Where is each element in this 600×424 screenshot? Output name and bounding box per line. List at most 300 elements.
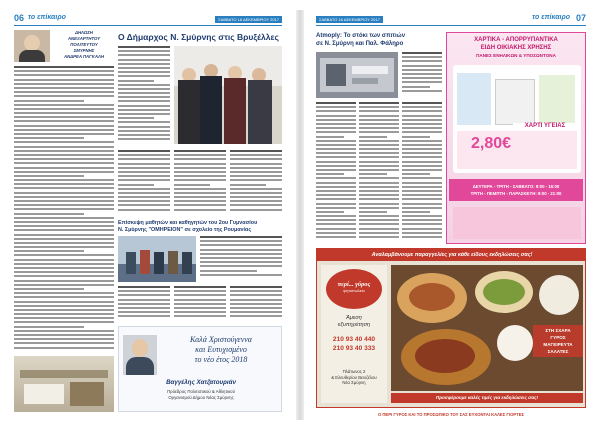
menu-categories [533, 325, 583, 357]
phone-number: 210 93 40 440 [332, 336, 376, 343]
text-line [14, 284, 114, 286]
text-line [14, 342, 114, 344]
text-line [118, 50, 170, 52]
text-line [316, 177, 356, 179]
school-visit-photo [118, 236, 196, 282]
text-line [14, 296, 114, 298]
text-line [316, 207, 356, 209]
text-line [402, 86, 430, 88]
text-line [359, 131, 399, 133]
text-line [118, 204, 170, 206]
text-line [200, 270, 257, 272]
text-line [14, 141, 114, 143]
headline-line: Επίσκεψη μαθητών και καθηγητών του 2ου Γυμνασίου [118, 220, 258, 226]
text-line [402, 81, 442, 83]
text-line [174, 163, 226, 165]
text-line [14, 208, 114, 210]
text-line [118, 307, 170, 309]
ad-title-line: ΧΑΡΤΙΚΑ - ΑΠΟΡΡΥΠΑΝΤΙΚΑ [474, 37, 558, 43]
text-line [316, 156, 356, 158]
restaurant-phones [321, 335, 387, 353]
text-line [118, 84, 170, 86]
text-line [200, 236, 282, 238]
headline-line: Atmoply: Το στόκι των σπιτιών [316, 33, 406, 39]
text-line [402, 56, 442, 58]
menu-category: ΓΥΡΟΣ [550, 335, 566, 340]
text-line [14, 267, 114, 269]
text-line [316, 102, 356, 104]
text-line [174, 294, 226, 296]
text-line [359, 207, 399, 209]
greeting-line: το νέο έτος 2018 [194, 355, 248, 364]
text-line [14, 70, 114, 72]
text-line [359, 156, 399, 158]
text-line [14, 196, 114, 198]
text-line [118, 171, 170, 173]
text-line [316, 152, 356, 154]
text-line [402, 223, 442, 225]
school-visit-text [200, 236, 282, 282]
right-page [316, 14, 586, 418]
text-line [316, 106, 356, 108]
text-line [118, 175, 170, 177]
text-line [118, 184, 154, 186]
text-line [359, 211, 387, 213]
text-line [359, 140, 399, 142]
text-line [402, 232, 442, 234]
text-line [359, 215, 399, 217]
text-line [402, 65, 442, 67]
page-number: 07 [575, 13, 586, 23]
text-line [14, 338, 114, 340]
column-header-line: ΣΜΥΡΝΗΣ [73, 48, 95, 53]
text-line [316, 219, 356, 221]
text-line [14, 309, 114, 311]
page-spine [296, 10, 304, 420]
text-line [118, 179, 170, 181]
right-page-header [316, 14, 586, 26]
hours-line: ΤΡΙΤΗ - ΠΕΜΠΤΗ - ΠΑΡΑΣΚΕΥΗ: 9:00 - 21:00 [470, 191, 562, 196]
text-line [14, 305, 114, 307]
text-line [14, 334, 114, 336]
text-line [359, 110, 399, 112]
text-line [118, 113, 170, 115]
text-line [316, 140, 356, 142]
column-header [54, 30, 114, 60]
text-line [230, 200, 282, 202]
text-line [14, 183, 114, 185]
text-line [14, 87, 114, 89]
text-line [14, 95, 114, 97]
text-line [14, 225, 114, 227]
text-line [200, 253, 282, 255]
text-line [402, 77, 442, 79]
text-line [359, 165, 399, 167]
text-line [174, 204, 226, 206]
text-line [118, 92, 170, 94]
issue-date: ΣΑΒΒΑΤΟ 16 ΔΕΚΕΜΒΡΙΟΥ 2017 [316, 16, 383, 23]
text-line [118, 188, 170, 190]
text-line [118, 158, 170, 160]
text-line [316, 165, 356, 167]
text-line [14, 125, 114, 127]
text-line [174, 158, 226, 160]
greeting-message [163, 335, 279, 365]
text-line [359, 127, 399, 129]
text-line [359, 144, 399, 146]
brussels-article-continued [118, 150, 170, 216]
text-line [316, 136, 344, 138]
text-line [174, 167, 226, 169]
text-line [118, 121, 170, 123]
text-line [230, 303, 282, 305]
text-line [402, 236, 442, 238]
text-line [359, 115, 399, 117]
text-line [14, 292, 114, 294]
text-line [230, 299, 282, 301]
product-display [453, 65, 581, 173]
text-line [14, 246, 114, 248]
column-article-text [14, 66, 114, 352]
text-line [200, 257, 282, 259]
text-line [230, 311, 282, 313]
atmoply-article-text [402, 52, 442, 98]
text-line [402, 127, 442, 129]
menu-category: ΣΤΗ ΣΧΑΡΑ [545, 328, 571, 333]
text-line [230, 315, 282, 317]
restaurant-ad [316, 248, 586, 408]
text-line [359, 177, 399, 179]
text-line [359, 102, 399, 104]
text-line [230, 154, 282, 156]
text-line [359, 232, 399, 234]
text-line [14, 221, 114, 223]
text-line [118, 167, 170, 169]
left-page [14, 14, 282, 418]
text-line [316, 119, 356, 121]
text-line [14, 217, 114, 219]
text-line [402, 182, 442, 184]
greeting-signatory-name: Βαγγέλης Χατζατουριάν [166, 379, 236, 386]
text-line [359, 169, 399, 171]
text-line [359, 119, 399, 121]
text-line [118, 59, 170, 61]
stationery-ad-title [449, 37, 583, 60]
headline-line: σε Ν. Σμύρνη και Παλ. Φάληρο [316, 41, 404, 47]
text-line [118, 100, 170, 102]
brussels-group-photo [174, 46, 282, 144]
text-line [14, 120, 114, 122]
text-line [174, 196, 226, 198]
text-line [359, 148, 399, 150]
text-line [316, 173, 344, 175]
text-line [230, 204, 282, 206]
atmoply-headline [316, 32, 442, 48]
text-line [316, 110, 356, 112]
text-line [359, 161, 399, 163]
text-line [316, 232, 356, 234]
text-line [230, 179, 282, 181]
text-line [359, 123, 399, 125]
text-line [14, 66, 114, 68]
atmoply-article-text [359, 102, 399, 244]
page-footer: Ο ΠΕΡΙ ΓΥΡΟΣ ΚΑΙ ΤΟ ΠΡΟΣΩΠΙΚΟ ΤΟΥ ΣΑΣ ΕΥΧΟΝΤΑΙ ΚΑΛΕΣ ΓΙΟΡΤΕΣ [316, 411, 586, 418]
text-line [359, 106, 399, 108]
text-line [174, 154, 226, 156]
text-line [359, 198, 399, 200]
text-line [118, 290, 170, 292]
text-line [402, 203, 442, 205]
text-line [14, 330, 114, 332]
text-line [230, 196, 282, 198]
left-page-header [14, 14, 282, 26]
text-line [402, 211, 430, 213]
text-line [316, 198, 356, 200]
text-line [14, 74, 114, 76]
text-line [316, 236, 356, 238]
text-line [14, 250, 84, 252]
text-line [118, 311, 170, 313]
text-line [402, 161, 442, 163]
text-line [14, 213, 84, 215]
text-line [14, 100, 84, 102]
text-line [14, 167, 114, 169]
text-line [118, 150, 170, 152]
text-line [14, 238, 114, 240]
text-line [14, 79, 114, 81]
text-line [14, 150, 114, 152]
address-line: & Ελευθερίου Βενιζέλου [331, 374, 377, 380]
text-line [402, 215, 442, 217]
text-line [14, 313, 114, 315]
greeting-line: και Ευτυχισμένο [195, 345, 247, 354]
text-line [118, 67, 170, 69]
text-line [230, 294, 282, 296]
text-line [200, 261, 282, 263]
text-line [14, 171, 114, 173]
text-line [14, 179, 114, 181]
text-line [118, 96, 170, 98]
text-line [359, 152, 399, 154]
text-line [118, 294, 170, 296]
text-line [174, 192, 226, 194]
address-line: Νέα Σμύρνη [342, 380, 366, 386]
text-line [200, 244, 282, 246]
text-line [316, 228, 356, 230]
text-line [174, 175, 226, 177]
text-line [118, 88, 170, 90]
text-line [14, 204, 114, 206]
text-line [118, 209, 170, 211]
text-line [14, 234, 114, 236]
text-line [316, 161, 356, 163]
text-line [174, 209, 226, 211]
text-line [118, 299, 170, 301]
text-line [316, 215, 356, 217]
text-line [118, 200, 170, 202]
column-header-line: ΑΝΔΡΕΑ ΠΑΓΚΑΛΗ [64, 54, 104, 59]
bottom-left-ad-image [14, 356, 114, 412]
text-line [14, 259, 114, 261]
text-line [230, 290, 282, 292]
text-line [174, 179, 226, 181]
text-line [14, 317, 114, 319]
text-line [230, 150, 282, 152]
text-line [402, 190, 442, 192]
text-line [14, 347, 114, 349]
text-line [230, 175, 282, 177]
text-line [118, 163, 170, 165]
text-line [402, 198, 442, 200]
restaurant-slogan: Αναλαμβάνουμε παραγγελίες για κάθε είδους εκδηλώσεις σας! [317, 249, 586, 261]
text-line [14, 187, 114, 189]
text-line [402, 119, 442, 121]
text-line [14, 288, 84, 290]
issue-date: ΣΑΒΒΑΤΟ 16 ΔΕΚΕΜΒΡΙΟΥ 2017 [215, 16, 282, 23]
text-line [118, 192, 170, 194]
author-photo [14, 30, 50, 62]
greeting-person-photo [123, 335, 157, 375]
signatory-title-line: Πρόεδρος Πολιτιστικού & Αθλητικού [167, 389, 235, 394]
text-line [402, 207, 442, 209]
school-visit-text [174, 286, 226, 322]
text-line [14, 162, 114, 164]
text-line [402, 115, 442, 117]
text-line [118, 154, 170, 156]
brussels-article-continued [230, 150, 282, 216]
text-line [200, 249, 282, 251]
delivery-line: εξυπηρέτηση [337, 322, 371, 328]
text-line [118, 138, 170, 140]
text-line [402, 106, 442, 108]
text-line [359, 186, 399, 188]
text-line [14, 137, 84, 139]
headline-line: Ν. Σμύρνης "ΟΜΗΡΕΙΟΝ" σε σχολείο της Ρουμανίας [118, 227, 252, 233]
text-line [316, 182, 356, 184]
text-line [316, 211, 344, 213]
atmoply-article-text [402, 102, 442, 244]
text-line [402, 73, 442, 75]
store-hours [449, 179, 583, 201]
text-line [174, 171, 226, 173]
text-line [359, 236, 399, 238]
text-line [174, 188, 226, 190]
text-line [14, 104, 114, 106]
signatory-title-line: Οργανισμού Δήμου Νέας Σμύρνης [168, 394, 234, 400]
text-line [118, 54, 170, 56]
text-line [230, 184, 266, 186]
address-line: Πλάτωνος 2 [342, 369, 366, 374]
text-line [174, 286, 226, 288]
text-line [316, 148, 356, 150]
text-line [230, 171, 282, 173]
text-line [14, 275, 114, 277]
text-line [14, 301, 114, 303]
text-line [14, 242, 114, 244]
text-line [118, 75, 170, 77]
restaurant-info-column [321, 265, 387, 403]
school-visit-headline [118, 220, 282, 234]
text-line [230, 286, 282, 288]
atmoply-article-text [316, 102, 356, 244]
text-line [174, 150, 226, 152]
text-line [14, 108, 114, 110]
text-line [316, 144, 356, 146]
greeting-signatory-title [123, 389, 279, 400]
delivery-line: Άμεση [346, 315, 362, 321]
text-line [316, 190, 356, 192]
text-line [316, 123, 356, 125]
text-line [14, 116, 114, 118]
column-header-line: ΑΝΕΞΑΡΤΗΤΟΥ ΠΟΛΙΤΕΥΤΟΥ [67, 36, 101, 47]
text-line [316, 169, 356, 171]
text-line [402, 140, 442, 142]
text-line [402, 136, 430, 138]
text-line [118, 196, 170, 198]
text-line [174, 303, 226, 305]
text-line [14, 83, 114, 85]
text-line [402, 173, 430, 175]
text-line [14, 280, 114, 282]
text-line [316, 186, 356, 188]
stationery-ad [446, 32, 586, 244]
text-line [316, 194, 356, 196]
main-headline: Ο Δήμαρχος Ν. Σμύρνης στις Βρυξέλλες [118, 32, 279, 42]
text-line [14, 326, 84, 328]
text-line [359, 173, 387, 175]
restaurant-bottom-slogan: Προσφέρουμε καλές τιμές για εκδηλώσεις σας! [391, 393, 583, 403]
text-line [118, 126, 170, 128]
text-line [14, 254, 114, 256]
text-line [118, 303, 170, 305]
text-line [174, 299, 226, 301]
text-line [359, 223, 399, 225]
text-line [230, 163, 282, 165]
text-line [402, 148, 442, 150]
text-line [14, 146, 114, 148]
text-line [316, 127, 356, 129]
text-line [230, 192, 282, 194]
atmoply-photo [316, 52, 398, 98]
text-line [14, 129, 114, 131]
text-line [14, 175, 84, 177]
delivery-note [321, 315, 387, 329]
page-number: 06 [14, 13, 25, 23]
text-line [14, 263, 114, 265]
text-line [402, 169, 442, 171]
menu-category: ΣΑΛΑΤΕΣ [547, 349, 569, 354]
brussels-article-continued [174, 150, 226, 216]
text-line [402, 110, 442, 112]
text-line [14, 200, 114, 202]
text-line [402, 194, 442, 196]
text-line [402, 60, 442, 62]
text-line [118, 286, 170, 288]
text-line [402, 156, 442, 158]
text-line [200, 265, 282, 267]
text-line [402, 102, 442, 104]
text-line [316, 203, 356, 205]
text-line [14, 133, 114, 135]
ad-title-line: ΕΙΔΗ ΟΙΚΙΑΚΗΣ ΧΡΗΣΗΣ [480, 44, 552, 51]
text-line [14, 91, 114, 93]
text-line [359, 219, 399, 221]
logo-name: περί... γύρος [337, 281, 371, 288]
text-line [174, 311, 226, 313]
text-line [14, 158, 114, 160]
ad-title-line: ΠΑΝΕΣ ΕΝΗΛΙΚΩΝ & ΥΠΟΣΩΝΤΟΝΑ [476, 53, 556, 58]
text-line [402, 69, 442, 71]
